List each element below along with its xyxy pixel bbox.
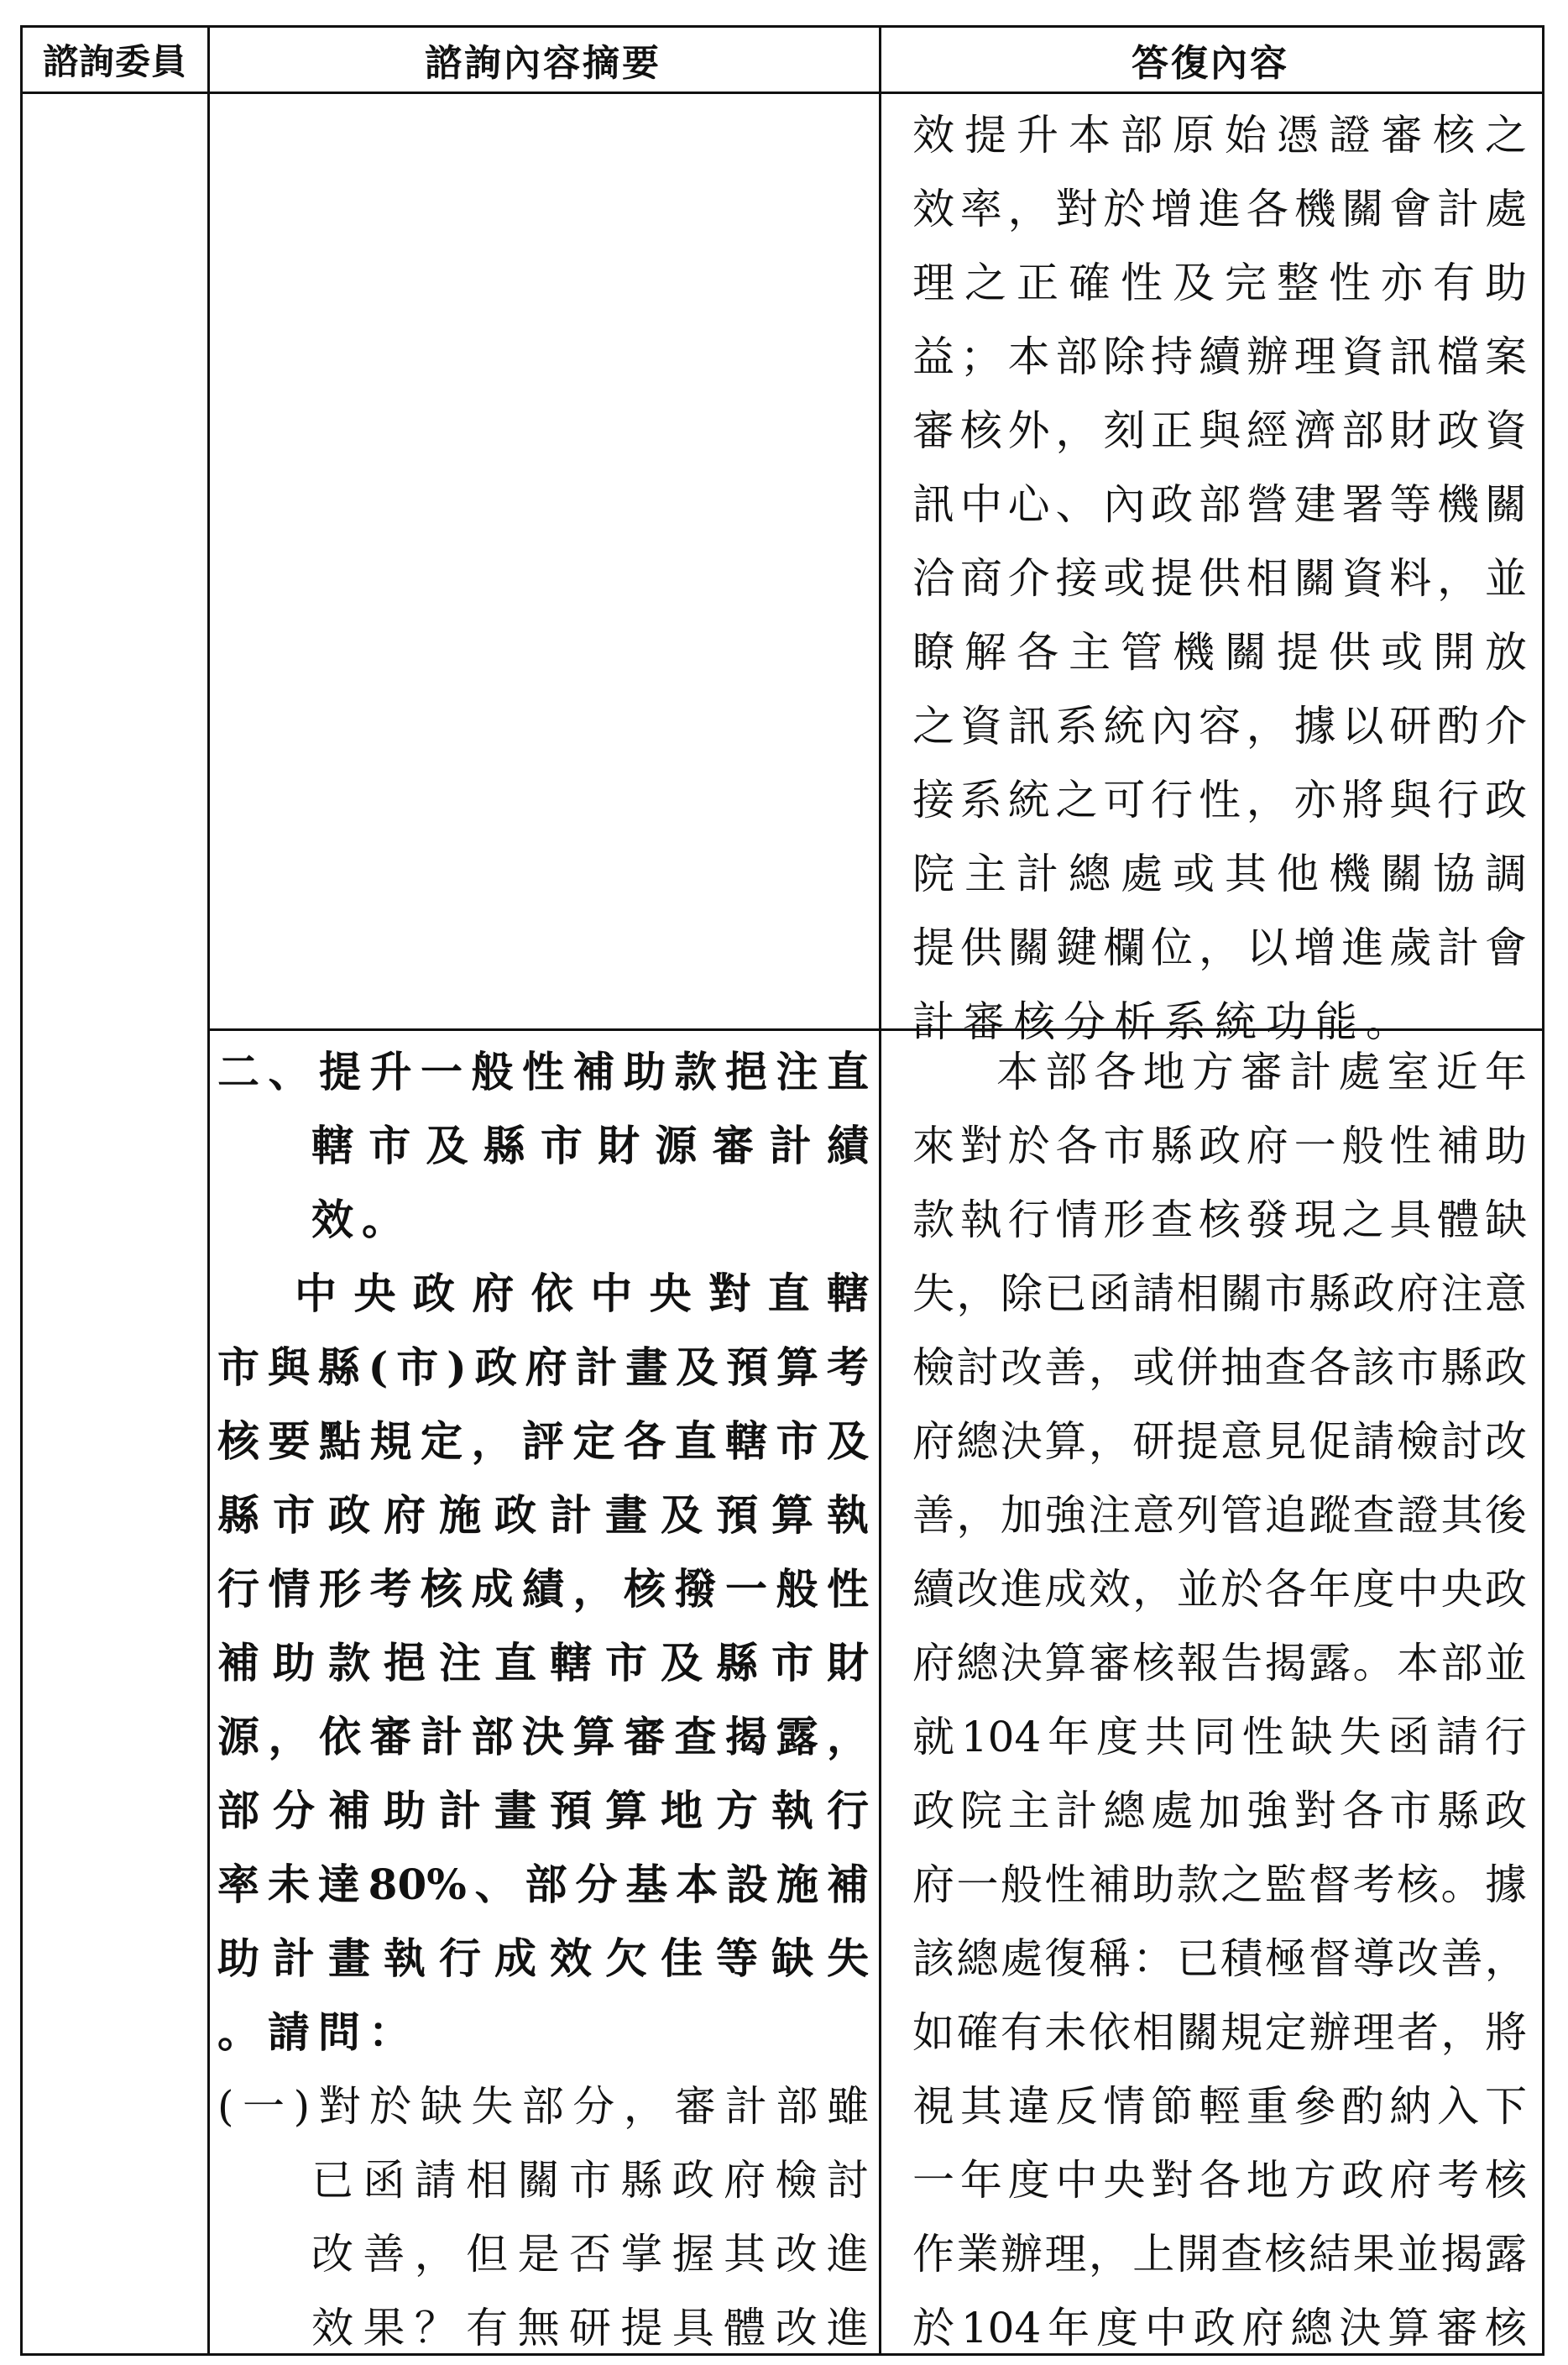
answer-line: 續 改 進 成 效 ， 並 於 各 年 度 中 央 政 [912,1565,1527,1614]
answer-line: 訊 中 心 、 內 政 部 營 建 署 等 機 關 [912,480,1527,529]
header-consultation-summary: 諮詢內容摘要 [425,42,661,85]
question-body-line: 行 情 形 考 核 成 績 ， 核 撥 一 般 性 [217,1564,869,1614]
answer-line: 府 一 般 性 補 助 款 之 監 督 考 核 。 據 [912,1860,1527,1909]
question-body-line: 部 分 補 助 計 畫 預 算 地 方 執 行 [217,1786,869,1835]
question-body-line: 率 未 達 80% 、 部 分 基 本 設 施 補 [217,1860,869,1909]
answer-line: 院 主 計 總 處 或 其 他 機 關 協 調 [912,850,1527,898]
question-body-line: 源 ， 依 審 計 部 決 算 審 查 揭 露 ， [217,1712,869,1761]
question-body-line: 補 助 款 挹 注 直 轄 市 及 縣 市 財 [217,1638,869,1687]
answer-line: 來 對 於 各 市 縣 政 府 一 般 性 補 助 [912,1122,1527,1170]
answer-line: 視 其 違 反 情 節 輕 重 參 酌 納 入 下 [912,2082,1527,2131]
question-sub-line: 效 果 ？ 有 無 研 提 具 體 改 進 [311,2304,869,2352]
answer-line: 就 104 年 度 共 同 性 缺 失 函 請 行 [912,1713,1527,1761]
answer-line: 之 資 訊 系 統 內 容 ， 據 以 研 酌 介 [912,702,1527,751]
question-sub-line: 改 善 ， 但 是 否 掌 握 其 改 進 [311,2230,869,2279]
answer-line: 款 執 行 情 形 查 核 發 現 之 具 體 缺 [912,1196,1527,1244]
question-body-line: 助 計 畫 執 行 成 效 欠 佳 等 缺 失 [217,1933,869,1983]
answer-line: 該 總 處 復 稱 ： 已 積 極 督 導 改 善 ， [912,1934,1527,1983]
answer-line: 政 院 主 計 總 處 加 強 對 各 市 縣 政 [912,1787,1527,1835]
question-body-line: 核 要 點 規 定 ， 評 定 各 直 轄 市 及 [217,1416,869,1466]
column-divider-1 [207,28,210,2353]
row2-answer [912,1035,1527,2365]
answer-line: 接 系 統 之 可 行 性 ， 亦 將 與 行 政 [912,776,1527,824]
question-heading: 效。 [311,1195,412,1244]
row2-question [217,1035,869,2365]
answer-line: 作 業 辦 理 ， 上 開 查 核 結 果 並 揭 露 [912,2230,1527,2279]
answer-line: 益 ； 本 部 除 持 續 辦 理 資 訊 檔 案 [912,332,1527,381]
answer-line: 檢 討 改 善 ， 或 併 抽 查 各 該 市 縣 政 [912,1343,1527,1392]
header-reply-content: 答復內容 [1132,42,1289,85]
question-body-line: 縣 市 政 府 施 政 計 畫 及 預 算 執 [217,1490,869,1540]
answer-line: 於 104 年 度 中 政 府 總 決 算 審 核 [912,2304,1527,2352]
header-divider [23,92,1542,94]
answer-line: 理 之 正 確 性 及 完 整 性 亦 有 助 [912,259,1527,307]
question-sub-line: ( 一 ) 對 於 缺 失 部 分 ， 審 計 部 雖 [217,2082,869,2131]
column-divider-2 [879,28,881,2353]
question-sub-line: 已 函 請 相 關 市 縣 政 府 檢 討 [311,2156,869,2205]
answer-line: 審 核 外 ， 刻 正 與 經 濟 部 財 政 資 [912,406,1527,455]
row1-answer [912,98,1527,1059]
answer-line: 一 年 度 中 央 對 各 地 方 政 府 考 核 [912,2156,1527,2205]
question-heading: 二 、 提 升 一 般 性 補 助 款 挹 注 直 [217,1047,869,1096]
question-body-line: 市 與 縣 ( 市 ) 政 府 計 畫 及 預 算 考 [217,1342,869,1392]
answer-line: 瞭 解 各 主 管 機 關 提 供 或 開 放 [912,628,1527,677]
header-committee-member: 諮詢委員 [42,41,187,82]
question-body-line: 中 央 政 府 依 中 央 對 直 轄 [295,1269,869,1318]
answer-line: 府 總 決 算 ， 研 提 意 見 促 請 檢 討 改 [912,1417,1527,1466]
answer-line: 效 率 ， 對 於 增 進 各 機 關 會 計 處 [912,185,1527,233]
question-body-line: 。請問： [217,2007,419,2057]
answer-line: 善 ， 加 強 注 意 列 管 追 蹤 查 證 其 後 [912,1491,1527,1540]
answer-line: 計審核分析系統功能。 [912,997,1416,1046]
answer-line: 提 供 關 鍵 欄 位 ， 以 增 進 歲 計 會 [912,924,1527,972]
answer-line: 失 ， 除 已 函 請 相 關 市 縣 政 府 注 意 [912,1269,1527,1318]
consultation-table [20,25,1544,2356]
answer-line: 府 總 決 算 審 核 報 告 揭 露 。 本 部 並 [912,1639,1527,1687]
answer-line: 洽 商 介 接 或 提 供 相 關 資 料 ， 並 [912,554,1527,603]
question-heading: 轄 市 及 縣 市 財 源 審 計 績 [311,1121,869,1170]
answer-line: 如 確 有 未 依 相 關 規 定 辦 理 者 ， 將 [912,2008,1527,2057]
answer-line: 效 提 升 本 部 原 始 憑 證 審 核 之 [912,111,1527,160]
answer-line: 本 部 各 地 方 審 計 處 室 近 年 [996,1048,1527,1096]
